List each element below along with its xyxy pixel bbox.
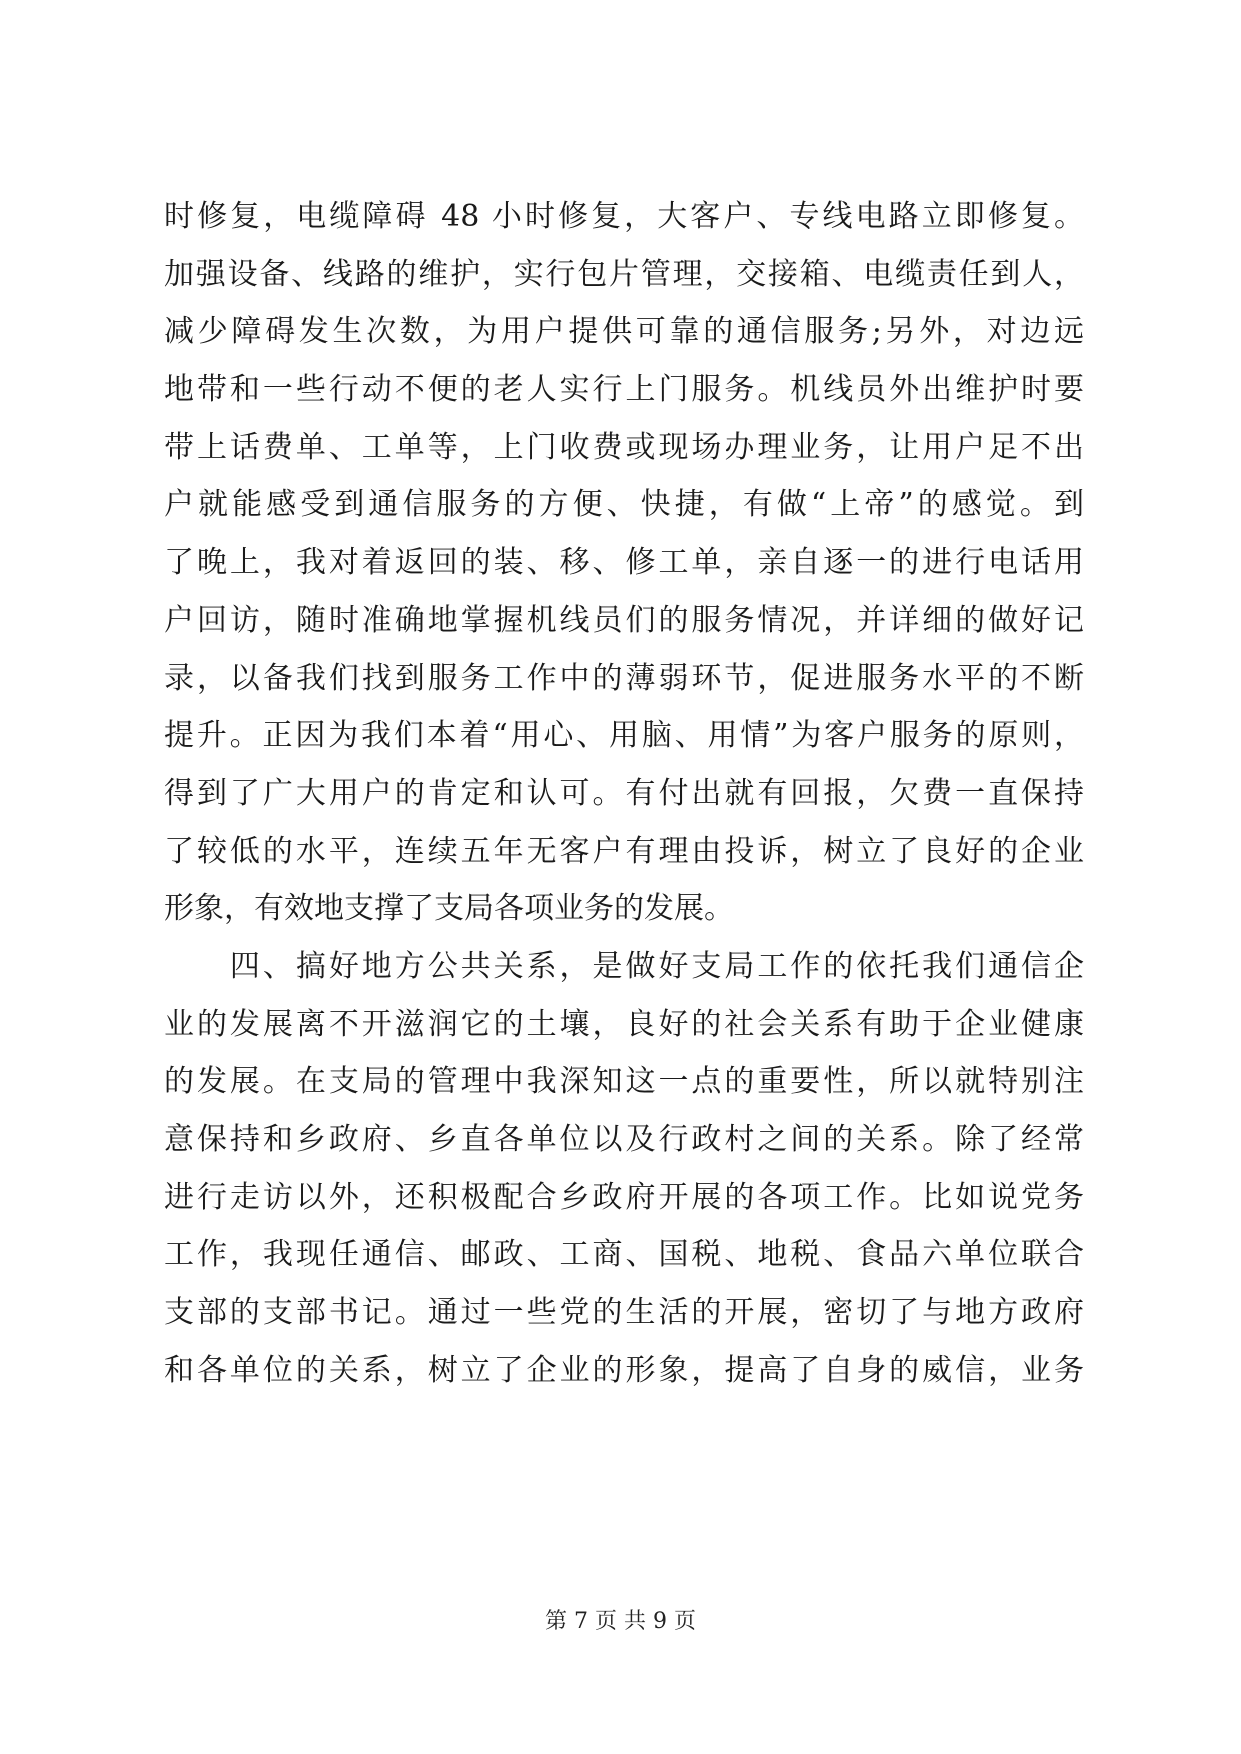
body-text [164,188,1084,1399]
text-line-17: 意保持和乡政府、乡直各单位以及行政村之间的关系。除了经常 [164,1122,1084,1157]
page-number-label: 第 7 页 共 9 页 [545,1609,696,1634]
text-line-13: 形象，有效地支撑了支局各项业务的发展。 [164,891,734,927]
text-line-1: 时修复，电缆障碍 48 小时修复，大客户、专线电路立即修复。 [164,199,1084,234]
text-line-6: 户就能感受到通信服务的方便、快捷，有做“上帝”的感觉。到 [164,487,1084,523]
text-line-15: 业的发展离不开滋润它的土壤，良好的社会关系有助于企业健康 [164,1006,1084,1042]
text-line-19: 工作，我现任通信、邮政、工商、国税、地税、食品六单位联合 [164,1237,1084,1273]
page-footer [0,1604,1241,1635]
text-line-18: 进行走访以外，还积极配合乡政府开展的各项工作。比如说党务 [164,1179,1084,1215]
text-line-2: 加强设备、线路的维护，实行包片管理，交接箱、电缆责任到人， [164,256,1084,292]
text-line-10: 提升。正因为我们本着“用心、用脑、用情”为客户服务的原则， [164,718,1084,754]
text-line-5: 带上话费单、工单等，上门收费或现场办理业务，让用户足不出 [164,429,1084,465]
text-line-9: 录，以备我们找到服务工作中的薄弱环节，促进服务水平的不断 [164,660,1084,696]
text-line-11: 得到了广大用户的肯定和认可。有付出就有回报，欠费一直保持 [164,775,1084,811]
text-line-4: 地带和一些行动不便的老人实行上门服务。机线员外出维护时要 [164,372,1084,408]
text-line-20: 支部的支部书记。通过一些党的生活的开展，密切了与地方政府 [164,1295,1084,1331]
text-line-7: 了晚上，我对着返回的装、移、修工单，亲自逐一的进行电话用 [164,545,1084,581]
text-line-21: 和各单位的关系，树立了企业的形象，提高了自身的威信，业务 [164,1352,1084,1388]
text-line-3: 减少障碍发生次数，为用户提供可靠的通信服务;另外，对边远 [164,314,1084,350]
text-line-8: 户回访，随时准确地掌握机线员们的服务情况，并详细的做好记 [164,602,1084,638]
text-line-16: 的发展。在支局的管理中我深知这一点的重要性，所以就特别注 [164,1064,1084,1100]
text-line-14: 四、搞好地方公共关系，是做好支局工作的依托我们通信企 [164,948,1084,984]
text-line-12: 了较低的水平，连续五年无客户有理由投诉，树立了良好的企业 [164,833,1084,869]
